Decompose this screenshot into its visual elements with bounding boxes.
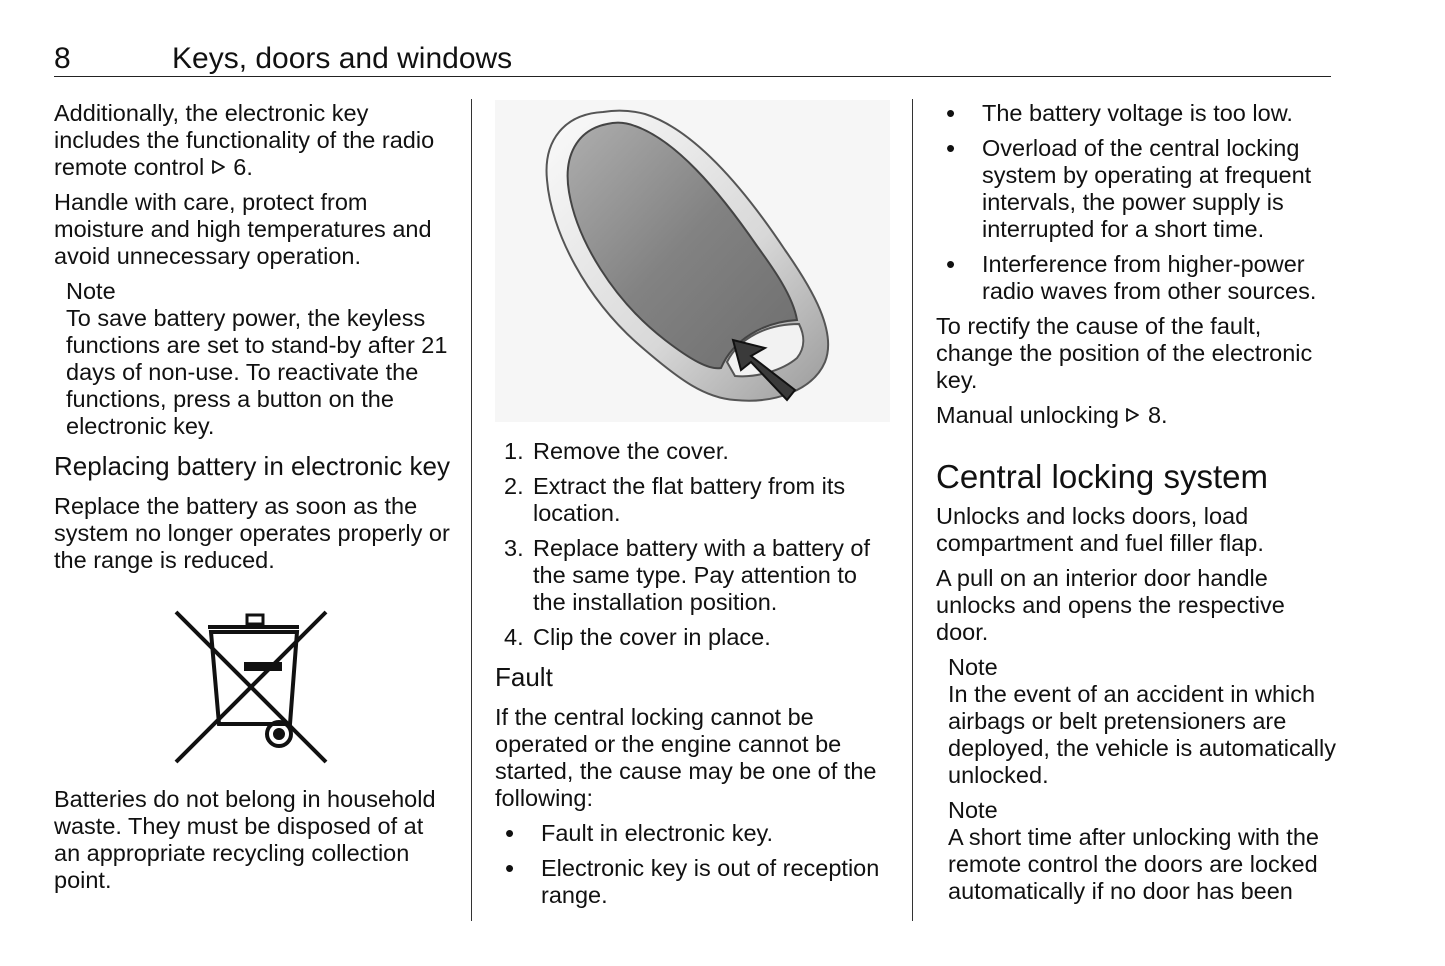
note-title: Note xyxy=(948,654,998,680)
list-item: • Overload of the central locking system by operating at frequent intervals, the power supply is interrupted for a short time. xyxy=(936,135,1336,243)
paragraph xyxy=(54,100,454,181)
column-left xyxy=(54,100,454,902)
paragraph: Handle with care, protect from moisture and high temperatures and avoid unnecessary operation. xyxy=(54,189,432,269)
page-header xyxy=(54,42,1331,77)
section-heading: Replacing battery in electronic key xyxy=(54,451,450,481)
list-item: 2. Extract the flat battery from its location. xyxy=(504,473,846,526)
column-divider xyxy=(912,99,913,921)
bullet-list xyxy=(495,820,895,909)
paragraph: If the central locking cannot be operated or the engine cannot be started, the cause may be one of the following: xyxy=(495,704,877,811)
paragraph: Batteries do not belong in household waste. They must be disposed of at an appropriate recycling collection point. xyxy=(54,786,436,893)
note-text: To save battery power, the keyless functions are set to stand-by after 21 days of non-use. To reactivate the functions, press a button on the electronic key. xyxy=(66,305,448,439)
note-title: Note xyxy=(948,797,998,823)
note-block xyxy=(66,278,454,440)
arrow-outline-icon xyxy=(1125,406,1141,424)
paragraph: Unlocks and locks doors, load compartment and fuel filler flap. xyxy=(936,503,1264,556)
electronic-key-cover-illustration xyxy=(495,100,890,422)
column-middle xyxy=(495,100,895,917)
note-text: A short time after unlocking with the remote control the doors are locked automatically if no door has been xyxy=(948,824,1319,904)
list-item: 3. Replace battery with a battery of the same type. Pay attention to the installation position. xyxy=(504,535,871,615)
section-heading: Central locking system xyxy=(936,458,1268,495)
chapter-title: Keys, doors and windows xyxy=(172,42,513,75)
list-item: • The battery voltage is too low. xyxy=(936,100,1336,127)
paragraph-text: Additionally, the electronic key includes the functionality of the radio remote control xyxy=(54,100,435,180)
note-title: Note xyxy=(66,278,116,304)
list-item: • Electronic key is out of reception range. xyxy=(495,855,895,909)
steps-list xyxy=(495,438,895,651)
list-item: • Interference from higher-power radio waves from other sources. xyxy=(936,251,1336,305)
list-item: • Fault in electronic key. xyxy=(495,820,895,847)
column-divider xyxy=(471,99,472,921)
page-reference[interactable]: 6. xyxy=(233,154,253,180)
paragraph: A pull on an interior door handle unlocks and opens the respective door. xyxy=(936,565,1285,645)
page-reference[interactable]: 8. xyxy=(1147,402,1168,428)
column-right xyxy=(936,100,1336,913)
paragraph: To rectify the cause of the fault, change the position of the electronic key. xyxy=(936,313,1313,393)
list-item: 1. Remove the cover. xyxy=(504,438,729,464)
note-block xyxy=(948,654,1336,789)
paragraph-text: Manual unlocking xyxy=(936,402,1119,428)
paragraph: Replace the battery as soon as the system no longer operates properly or the range is reduced. xyxy=(54,493,450,573)
note-block xyxy=(948,797,1336,905)
note-text: In the event of an accident in which airbags or belt pretensioners are deployed, the vehicle is automatically unlocked. xyxy=(948,681,1336,788)
page-number: 8 xyxy=(54,42,71,75)
bullet-list xyxy=(936,100,1336,305)
crossed-out-wheelie-bin-icon xyxy=(54,584,454,764)
paragraph xyxy=(936,402,1336,429)
section-heading: Fault xyxy=(495,662,553,692)
arrow-outline-icon xyxy=(211,158,227,176)
list-item: 4. Clip the cover in place. xyxy=(504,624,771,650)
